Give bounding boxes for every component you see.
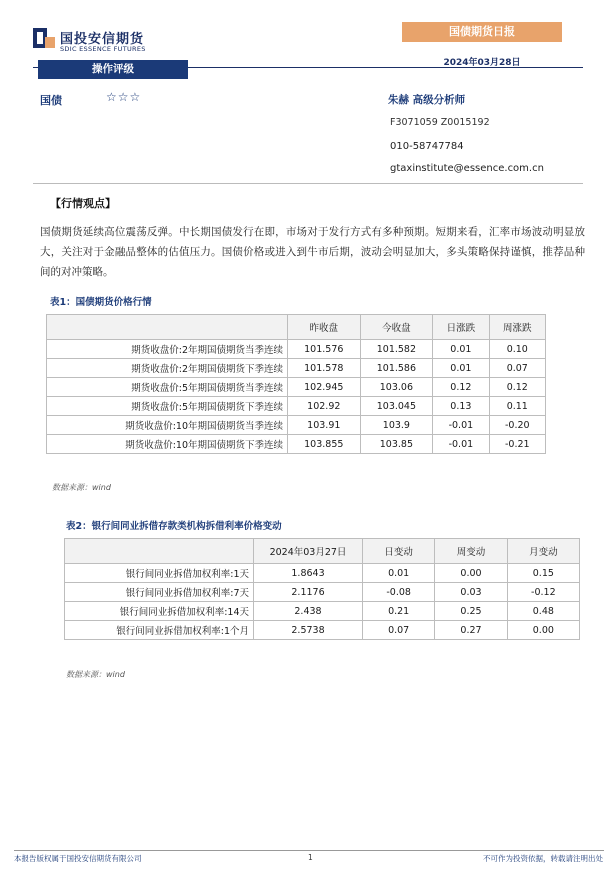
table-cell: 102.945 xyxy=(288,378,361,397)
table-header-cell: 昨收盘 xyxy=(288,315,361,340)
table-cell: 0.15 xyxy=(507,564,579,583)
table-cell: 103.9 xyxy=(360,416,433,435)
report-date: 2024年03月28日 xyxy=(443,58,521,68)
table-cell: 102.92 xyxy=(288,397,361,416)
table-cell: 103.91 xyxy=(288,416,361,435)
interbank-rate-table xyxy=(64,538,580,640)
view-title: 【行情观点】 xyxy=(50,197,116,210)
table2-source: 数据来源：wind xyxy=(66,670,125,679)
table-cell: 银行间同业拆借加权利率:14天 xyxy=(65,602,254,621)
table-row xyxy=(65,583,580,602)
logo-text: 国投安信期货 xyxy=(60,32,145,47)
table-header-cell: 周变动 xyxy=(435,539,507,564)
analyst-phone: 010-58747784 xyxy=(390,141,464,152)
table-row xyxy=(65,602,580,621)
table-cell: 银行间同业拆借加权利率:1天 xyxy=(65,564,254,583)
table-cell: 期货收盘价:2年期国债期货当季连续 xyxy=(47,340,288,359)
table-cell: 0.07 xyxy=(489,359,545,378)
table-row xyxy=(47,340,546,359)
table-cell: 103.855 xyxy=(288,435,361,454)
table-row xyxy=(47,416,546,435)
table-header-cell: 今收盘 xyxy=(360,315,433,340)
table-cell: 1.8643 xyxy=(254,564,363,583)
table-header-cell xyxy=(47,315,288,340)
table-cell: 0.12 xyxy=(433,378,489,397)
table-cell: -0.20 xyxy=(489,416,545,435)
analyst-license-ids: F3071059 Z0015192 xyxy=(390,117,490,128)
table-cell: 银行间同业拆借加权利率:7天 xyxy=(65,583,254,602)
table-row xyxy=(65,564,580,583)
section-divider xyxy=(33,183,583,184)
section-label: 操作评级 xyxy=(38,60,188,79)
table-cell: -0.21 xyxy=(489,435,545,454)
table-cell: -0.12 xyxy=(507,583,579,602)
table-header-cell xyxy=(65,539,254,564)
table-cell: 0.25 xyxy=(435,602,507,621)
table-cell: 101.578 xyxy=(288,359,361,378)
table-cell: 101.582 xyxy=(360,340,433,359)
table-cell: 0.13 xyxy=(433,397,489,416)
table-cell: 期货收盘价:5年期国债期货当季连续 xyxy=(47,378,288,397)
table-cell: 0.00 xyxy=(435,564,507,583)
table-cell: 0.07 xyxy=(363,621,435,640)
table-cell: 2.5738 xyxy=(254,621,363,640)
table-cell: 期货收盘价:10年期国债期货下季连续 xyxy=(47,435,288,454)
table-cell: 0.27 xyxy=(435,621,507,640)
table-cell: 0.01 xyxy=(433,340,489,359)
table1-title: 表1：国债期货价格行情 xyxy=(50,297,152,308)
logo-english-text: SDIC ESSENCE FUTURES xyxy=(60,45,146,53)
table-cell: 0.01 xyxy=(433,359,489,378)
table-header-row xyxy=(65,539,580,564)
table-cell: 101.576 xyxy=(288,340,361,359)
table2-title: 表2：银行间同业拆借存款类机构拆借利率价格变动 xyxy=(66,521,282,532)
table-row xyxy=(65,621,580,640)
table-cell: 0.00 xyxy=(507,621,579,640)
table-header-cell: 日变动 xyxy=(363,539,435,564)
table-cell: 2.1176 xyxy=(254,583,363,602)
footer-disclaimer: 不可作为投资依据，转载请注明出处 xyxy=(483,854,603,863)
table-header-cell: 2024年03月27日 xyxy=(254,539,363,564)
table-row xyxy=(47,378,546,397)
table-header-cell: 月变动 xyxy=(507,539,579,564)
table-cell: 103.85 xyxy=(360,435,433,454)
futures-price-table xyxy=(46,314,546,454)
footer-divider xyxy=(14,850,604,851)
table-cell: -0.08 xyxy=(363,583,435,602)
table-cell: 银行间同业拆借加权利率:1个月 xyxy=(65,621,254,640)
table-cell: 101.586 xyxy=(360,359,433,378)
table-cell: 0.01 xyxy=(363,564,435,583)
table-header-cell: 周涨跌 xyxy=(489,315,545,340)
table-cell: 期货收盘价:5年期国债期货下季连续 xyxy=(47,397,288,416)
table-cell: -0.01 xyxy=(433,435,489,454)
footer-copyright: 本报告版权属于国投安信期货有限公司 xyxy=(14,854,142,863)
table-header-row xyxy=(47,315,546,340)
page-number: 1 xyxy=(308,853,313,862)
report-title: 国债期货日报 xyxy=(402,22,562,42)
analyst-name: 朱赫 高级分析师 xyxy=(388,94,466,106)
product-label: 国债 xyxy=(40,94,62,107)
view-paragraph: 国债期货延续高位震荡反弹。中长期国债发行在即，市场对于发行方式有多种预期。短期来看，汇率市场波动明显放大，关注对于金融品整体的估值压力。国债价格或进入到牛市后期，波动会明显加大，多头策略保持谨慎，推荐品种间的对冲策略。 xyxy=(40,226,585,278)
table-cell: 0.03 xyxy=(435,583,507,602)
table-cell: -0.01 xyxy=(433,416,489,435)
table1-source: 数据来源：wind xyxy=(52,483,111,492)
table-row xyxy=(47,435,546,454)
table-cell: 期货收盘价:10年期国债期货当季连续 xyxy=(47,416,288,435)
table-cell: 0.21 xyxy=(363,602,435,621)
table-row xyxy=(47,397,546,416)
table-cell: 0.48 xyxy=(507,602,579,621)
table-row xyxy=(47,359,546,378)
rating-stars: ☆☆☆ xyxy=(106,90,142,104)
table-cell: 0.10 xyxy=(489,340,545,359)
table-header-cell: 日涨跌 xyxy=(433,315,489,340)
analyst-email: gtaxinstitute@essence.com.cn xyxy=(390,163,544,174)
table-cell: 0.11 xyxy=(489,397,545,416)
company-logo-icon xyxy=(33,28,55,48)
table-cell: 0.12 xyxy=(489,378,545,397)
table-cell: 2.438 xyxy=(254,602,363,621)
table-cell: 103.045 xyxy=(360,397,433,416)
table-cell: 期货收盘价:2年期国债期货下季连续 xyxy=(47,359,288,378)
table-cell: 103.06 xyxy=(360,378,433,397)
